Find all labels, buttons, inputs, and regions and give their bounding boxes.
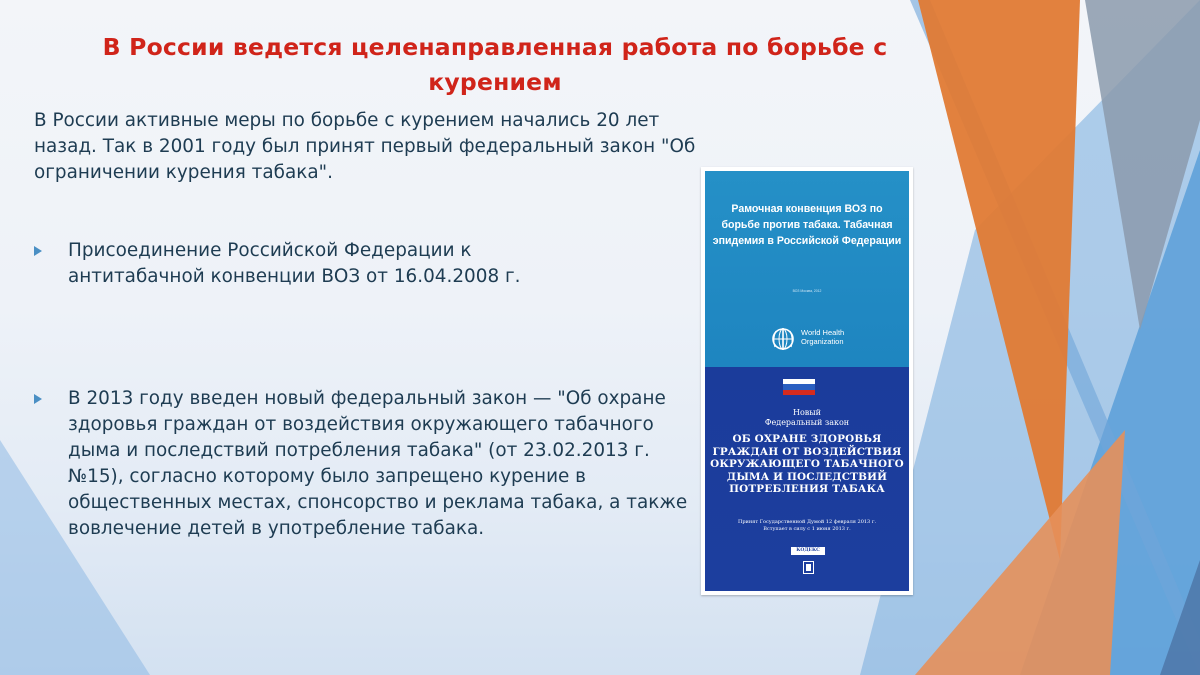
book-cover-image bbox=[701, 167, 913, 595]
law-cover-line1: Новый bbox=[793, 408, 821, 417]
who-cover-imprint: ВОЗ Москва, 2012 bbox=[792, 289, 822, 293]
who-cover-title: Рамочная конвенция ВОЗ по борьбе против табака. Табачная эпидемия в Российской Федерации bbox=[712, 203, 902, 247]
law-cover-effective: Вступает в силу с 1 июня 2013 г. bbox=[763, 526, 851, 532]
who-org-name bbox=[801, 328, 844, 346]
bullet-arrow-icon bbox=[34, 246, 42, 256]
who-org-line2: Organization bbox=[801, 337, 844, 346]
page-title: В России ведется целенаправленная работа по борьбе с курением bbox=[102, 33, 888, 96]
law-cover-title: ОБ ОХРАНЕ ЗДОРОВЬЯ ГРАЖДАН ОТ ВОЗДЕЙСТВИЯ ОКРУЖАЮЩЕГО ТАБАЧНОГО ДЫМА И ПОСЛЕДСТВИЙ ПОТРЕБЛЕНИЯ ТАБАКА bbox=[710, 433, 904, 495]
bullet-item-law-2013: В 2013 году введен новый федеральный закон — "Об охране здоровья граждан от воздействия окружающего табачного дыма и последствий потребления табака" (от 23.02.2013 г. №15), согласно которому было запрещено курение в общественных местах, спонсорство и реклама табака, а также вовлечение детей в употребление табака. bbox=[68, 388, 688, 539]
law-cover bbox=[705, 367, 909, 591]
who-emblem-icon bbox=[769, 325, 797, 353]
intro-paragraph: В России активные меры по борьбе с курением начались 20 лет назад. Так в 2001 году был принят первый федеральный закон "Об ограничении курения табака". bbox=[34, 110, 696, 183]
who-cover bbox=[705, 171, 909, 367]
publisher-label: КОДЕКС bbox=[791, 547, 825, 555]
publisher-logo-icon bbox=[803, 561, 814, 574]
who-org-line1: World Health bbox=[801, 328, 845, 337]
bullet-arrow-icon bbox=[34, 394, 42, 404]
russian-flag-icon bbox=[783, 379, 815, 395]
law-cover-line2: Федеральный закон bbox=[764, 418, 850, 427]
law-cover-adopted: Принят Государственной Думой 12 февраля 2013 г. bbox=[737, 519, 877, 525]
bullet-item-convention: Присоединение Российской Федерации к антитабачной конвенции ВОЗ от 16.04.2008 г. bbox=[68, 240, 521, 287]
